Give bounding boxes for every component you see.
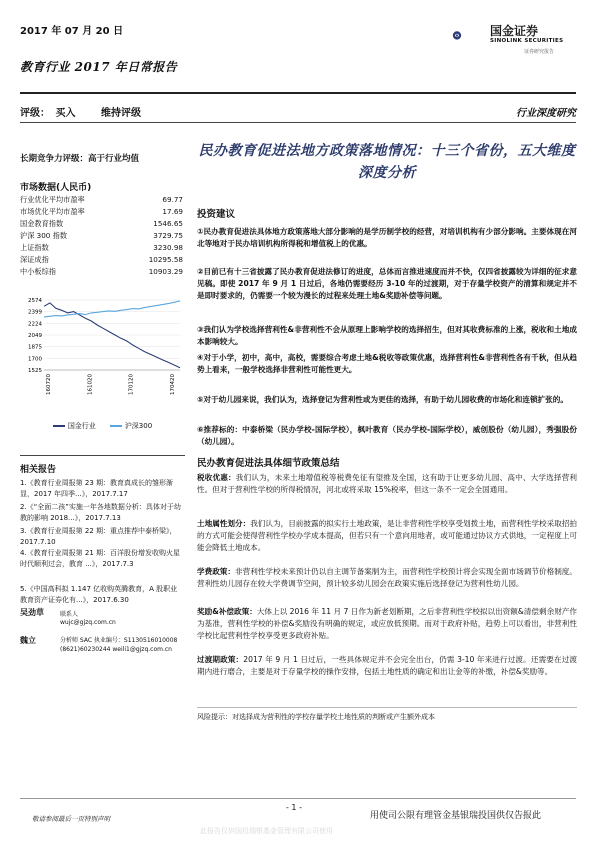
policy-detail-item	[197, 566, 577, 590]
report-series-title: 教育行业 2017 年日常报告	[20, 60, 178, 74]
policy-detail-item	[197, 654, 577, 678]
legend-item	[53, 421, 96, 431]
analyst-contact[interactable]: 分析师 SAC 执业编号：S1130516010008 (8621)60230244 weili1@gjzq.com.cn	[60, 637, 178, 653]
policy-detail-label: 土地属性划分：	[197, 519, 251, 528]
market-data-label: 深证成指	[20, 255, 49, 264]
report-type: 行业深度研究	[516, 108, 576, 119]
invest-advice-item: ③我们认为学校选择营利性&非营利性不会从原理上影响学校的选择招生，但对其收费标准的上涨，税收和土地成本影响较大。	[197, 325, 577, 346]
analyst-role: 联系人	[60, 611, 79, 618]
policy-detail-text: 我们认为，目前披露的拟实行土地政策，是让非营利性学校享受划拨土地，而营利性学校采取招拍的方式可能会使得营利性学校办学成本提高，但若只有一个意向用地者，或可能通过协议方式供地，一定程度上可能会降低土地成本。	[197, 519, 577, 552]
market-data-value: 3230.98	[153, 243, 183, 252]
market-data-value: 1546.65	[153, 219, 183, 228]
footer-divider	[20, 798, 576, 799]
rating-label: 评级：	[20, 108, 50, 119]
x-tick-label: 170120	[128, 374, 135, 395]
analyst-name: 吴劲草	[20, 608, 44, 617]
related-report-link[interactable]: 4.《教育行业周报第 21 期：百洋股份增发收购火星时代顺利过会，教育 ...》，2017.7.3	[20, 549, 181, 568]
related-report-link[interactable]: 3.《教育行业周报第 22 期：重点推荐中泰桥梁》，2017.7.10	[20, 527, 177, 546]
policy-detail-label: 奖励&补偿政策：	[197, 607, 257, 616]
related-reports-title: 相关报告	[20, 465, 57, 475]
risk-divider	[197, 707, 577, 708]
invest-advice-item: ⑥推荐标的：中泰桥梁（民办学校-国际学校），枫叶教育（民办学校-国际学校），威创股份（幼儿园），秀强股份（幼儿园）。	[197, 425, 577, 446]
market-data-row	[20, 195, 183, 205]
market-data-label: 中小板综指	[20, 267, 56, 276]
logo-sub: 证券研究报告	[524, 49, 555, 55]
rating-status: 维持评级	[100, 108, 141, 119]
market-data-label: 国金教育指数	[20, 219, 64, 228]
x-tick-label: 160720	[46, 374, 52, 395]
market-data-label: 市场优化平均市盈率	[20, 207, 85, 216]
long-term-rating: 长期竞争力评级：高于行业均值	[20, 154, 140, 164]
policy-detail-item	[197, 472, 577, 496]
market-data-row	[20, 219, 183, 229]
market-data-value: 10295.58	[148, 255, 183, 264]
rating-row	[20, 104, 153, 119]
risk-warning: 风险提示：对选择成为营利性的学校存量学校土地性质的判断或产生额外成本	[197, 713, 435, 721]
legend-item	[110, 421, 152, 431]
invest-advice-item: ④对于小学，初中，高中，高校，需要综合考虑土地&税收等政策优惠，选择营利性&非营利性各有千秋，但从趋势上看来，一般学校选择非营利性可能性更大。	[197, 353, 577, 374]
related-report-link[interactable]: 5.《中国高科拟 1.147 亿收购英腾教育，A 股职业教育资产证券化有...》，2017.6.30	[20, 585, 178, 604]
analyst-email[interactable]: wujc@gjzq.com.cn	[60, 619, 116, 626]
market-data-label: 上证指数	[20, 243, 49, 252]
logo-en: SINOLINK SECURITIES	[490, 38, 564, 44]
policy-detail-text: 非营利性学校未来预计仍以自主调节备案制为主，而营利性学校预计将会实现全面市场调节价格制度。营利性幼儿园存在较大学费调节空间，预计较多幼儿园会在政策实施后选择登记为营利性幼儿园。	[197, 567, 577, 588]
market-data-row	[20, 243, 183, 253]
page-number: - 1 -	[286, 803, 302, 812]
y-tick-label: 1875	[28, 344, 42, 351]
policy-detail-label: 过渡期政策：	[197, 655, 244, 664]
report-date: 2017 年 07 月 20 日	[20, 26, 124, 37]
rating-divider	[20, 122, 576, 123]
market-data-value: 3729.75	[153, 231, 183, 240]
market-data-label: 行业优化平均市盈率	[20, 195, 85, 204]
market-data-value: 17.69	[162, 207, 183, 216]
x-tick-label: 161020	[87, 374, 94, 395]
invest-advice-item: ②目前已有十三省披露了民办教育促进法修订的进度，总体而言推进速度而并不快，仅四省披露较为详细的征求意见稿。即使 2017 年 9 月 1 日过后，各地仍需要经历 3-10 年的过渡期，对于存量学校资产的清算和规定并不是即时要求的，仍需要一个较为漫长的过程来处理土地&奖励补偿等问题。	[197, 267, 577, 300]
policy-detail-label: 税收优惠：	[197, 473, 236, 482]
series-line	[44, 301, 180, 317]
market-data-label: 沪深 300 指数	[20, 231, 68, 240]
logo-cn: 国金证券	[490, 24, 539, 38]
y-tick-label: 2049	[28, 333, 42, 340]
market-data-value: 69.77	[162, 195, 183, 204]
header-divider	[20, 92, 576, 94]
rating-value: 买入	[55, 108, 76, 119]
invest-advice-item: ①民办教育促进法具体地方政策落地大部分影响的是学历制学校的经营，对培训机构有少部分影响。主要体现在河北等地对于民办培训机构所得税和增值税上的优惠。	[197, 227, 577, 248]
policy-detail-item	[197, 606, 577, 642]
policy-detail-label: 学费政策：	[197, 567, 235, 576]
left-divider	[20, 455, 185, 456]
main-title: 民办教育促进法地方政策落地情况：十三个省份，五大维度深度分析	[198, 143, 576, 181]
market-data-row	[20, 267, 183, 277]
market-data-title: 市场数据(人民币)	[20, 183, 92, 193]
invest-advice-title: 投资建议	[197, 209, 236, 220]
policy-detail-text: 大体上以 2016 年 11 月 7 日作为新老划断期，之后非营利性学校拟以出资额&清偿剩余财产作为基准，营利性学校的补偿&奖励没有明确的规定，或应放低预期。而对于政府补贴，趋势上可以看出，非营利性学校比起营利性学校享受更多政府补贴。	[197, 607, 577, 640]
y-tick-label: 1700	[28, 356, 42, 363]
sinolink-logo-icon	[452, 18, 488, 54]
policy-summary-title: 民办教育促进法具体细节政策总结	[197, 458, 340, 469]
index-line-chart	[20, 292, 185, 417]
market-data-row	[20, 255, 183, 265]
x-tick-label: 170420	[170, 374, 176, 395]
y-tick-label: 2399	[28, 309, 42, 316]
policy-detail-item	[197, 518, 577, 554]
chart-legend	[20, 421, 185, 431]
usage-note: 用使司公限有理管金基银瑞投国供仅告报此	[370, 811, 542, 821]
policy-detail-text: 我们认为，未来土地增值税等税费免征有望推及全国，这有助于让更多幼儿园、高中、大学选择营利性。但对于营利性学校的所得税情况，河北或将采取 15%税率，但这一条不一定会全国通用。	[197, 473, 577, 494]
legend-label: 国金行业	[67, 422, 96, 430]
analyst-name: 魏立	[20, 636, 36, 645]
y-tick-label: 2574	[28, 298, 42, 304]
invest-advice-item: ⑤对于幼儿园来说，我们认为，选择登记为营利性或为更佳的选择，有助于幼儿园收费的市场化和连锁扩张的。	[197, 395, 568, 404]
market-data-row	[20, 231, 183, 241]
y-tick-label: 1525	[28, 368, 42, 374]
market-data-value: 10903.29	[148, 267, 183, 276]
legend-label: 沪深300	[124, 422, 153, 430]
watermark: 此报告仅供国投瑞银基金管理有限公司使用	[200, 827, 333, 835]
related-report-link[interactable]: 2.《“全面二孩”实施一年各地数据分析：具体对于幼教的影响 2018...》，2017.7.13	[20, 503, 181, 522]
market-data-row	[20, 207, 183, 217]
series-line	[44, 303, 180, 368]
related-report-link[interactable]: 1.《教育行业周报第 23 期：教育真成长的雏形渐显，2017 年四季...》，2017.7.17	[20, 479, 174, 498]
y-tick-label: 2224	[28, 321, 42, 328]
disclaimer-note: 敬请参阅最后一页特别声明	[32, 815, 110, 823]
policy-detail-text: 2017 年 9 月 1 日过后，一些具体规定并不会完全出台，仍需 3-10 年来进行过渡。还需要在过渡期内进行磨合，主要是对于存量学校的操作安排，包括土地性质的确定和出让金等的补缴，补偿&奖励等。	[197, 655, 578, 676]
